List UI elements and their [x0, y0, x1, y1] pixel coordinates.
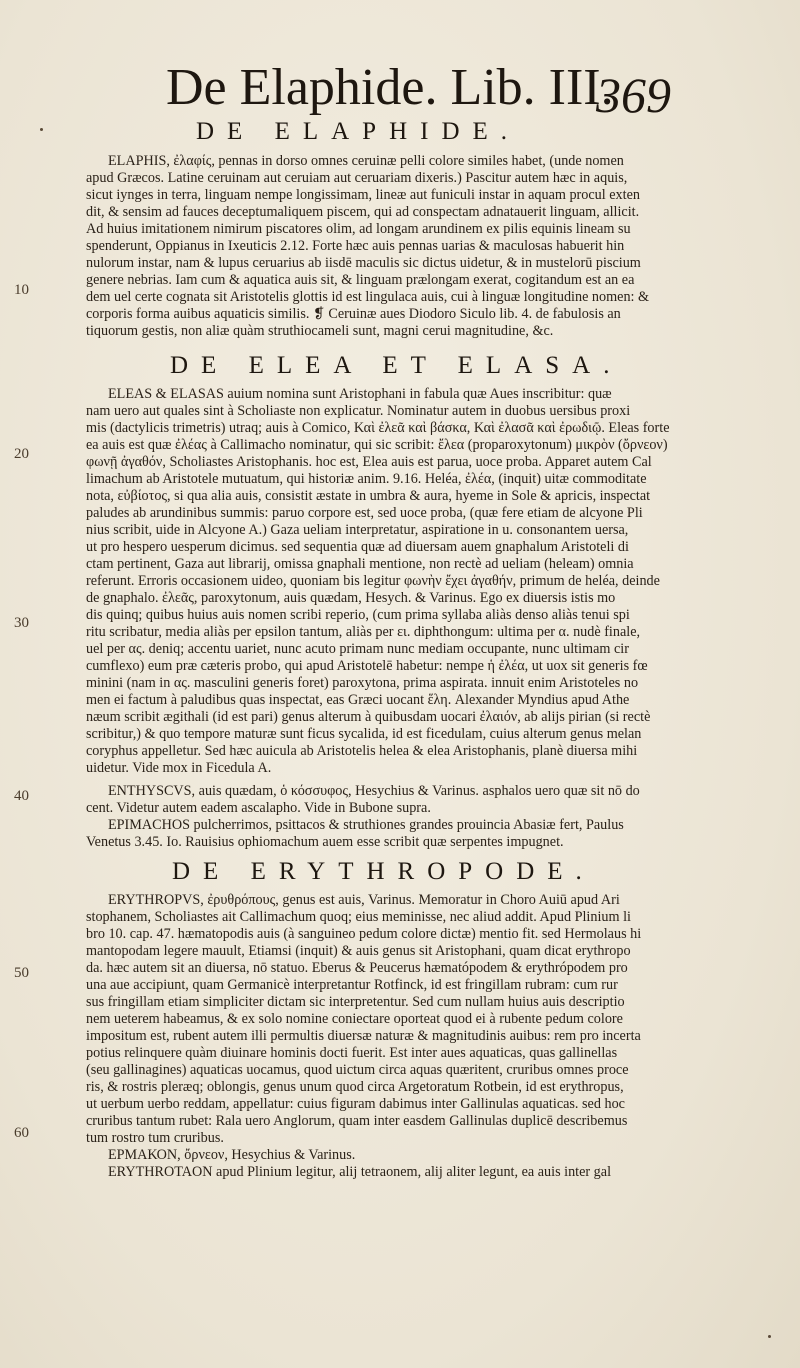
text-line: uel per ας. deniq; accentu uariet, nunc acuto primam nunc mediam occupante, nunc ultimam cir: [86, 641, 629, 657]
margin-line-number: 10: [14, 282, 29, 298]
text-line: nam uero aut quales sint à Scholiaste non explicatur. Nominatur autem in duobus uersibus proxi: [86, 403, 631, 419]
text-line: bro 10. cap. 47. hæmatopodis auis (à sanguineo pedum colore dictæ) mentio fit. sed Hermolaus hi: [86, 926, 642, 942]
text-line: spenderunt, Oppianus in Ixeuticis 2.12. Forte hæc auis pennas uarias & maculosas habuerit hin: [86, 238, 625, 254]
paper-fleck: [768, 1335, 771, 1338]
text-line: tiquorum gestis, non aliæ quàm struthiocameli sunt, magni cerui magnitudine, &c.: [86, 323, 554, 339]
paper-fleck: [40, 128, 43, 131]
text-line: nota, εὐβίοτος, si qua alia auis, consistit æstate in umbra & aura, hyeme in Sole & apricis, inspectat: [86, 488, 651, 504]
text-line: uidetur. Vide mox in Ficedula A.: [86, 760, 272, 776]
text-line: una aue accipiunt, quam Germanicè interpretantur Rotfinck, id est fringillam rubram: cum rur: [86, 977, 618, 993]
text-line: nem ueterem habeamus, & ex solo nomine coniectare oporteat quod ei à rubente pedum colore: [86, 1011, 623, 1027]
text-line: ritu scribatur, media aliàs per epsilon tantum, aliàs per ει. diphthongum: ultima per α. nudè finale,: [86, 624, 641, 640]
margin-line-number: 20: [14, 446, 29, 462]
text-line: impositum est, rubent autem illi permultis diuersæ naturæ & magnitudinis auibus: rem pro incerta: [86, 1028, 641, 1044]
text-line: dit, & sensim ad fauces deceptumaliquem piscem, qui ad conspectam adnatauerit linguam, allicit.: [86, 204, 640, 220]
text-line: corporis forma auibus aquaticis similis. ❡ Ceruinæ aues Diodoro Siculo lib. 4. de fabulosis an: [86, 306, 621, 322]
text-line: mis (dactylicis trimetris) utraq; auis à Comico, Καὶ ἐλεᾶ καὶ βάσκα, Καὶ ἐλασᾶ καὶ ἐρωδιῷ. Eleas forte: [86, 420, 670, 436]
text-line: referunt. Erroris occasionem uideo, quoniam bis legitur φωνὴν ἔχει ἀγαθήν, primum de heléa, deinde: [86, 573, 660, 589]
text-line: potius relinquere quàm diuinare hominis docti fuerit. Est inter aues aquaticas, quas gallinellas: [86, 1045, 618, 1061]
running-head-title: De Elaphide. Lib. III.: [166, 59, 614, 116]
text-line: dis quinq; quibus huius auis nomen scribi reperio, (cum prima syllaba aliàs denso aliàs tenui spi: [86, 607, 630, 623]
text-line: Venetus 3.45. Io. Rauisius ophiomachum auem esse scribit quæ serpentes impugnet.: [86, 834, 564, 850]
text-line: genere nebrias. Iam cum & aquatica auis sit, & linguam prælongam exerat, cogitandum est an ea: [86, 272, 635, 288]
text-line: tum rostro tum cruribus.: [86, 1130, 224, 1146]
text-line: ut uerbum uerbo reddam, appellatur: cuius figuram dabimus inter Gallinulas aquaticas. sed hoc: [86, 1096, 625, 1112]
text-line: de gnaphalo. ἐλεᾶς, paroxytonum, auis quædam, Hesych. & Varinus. Ego ex diuersis istis mo: [86, 590, 616, 606]
section-heading: DE ERYTHROPODE.: [172, 858, 595, 885]
text-line: cumflexo) eum præ cæteris probo, qui apud Aristotelē habetur: nempe ἡ ἐλέα, ut uox sit generis fœ: [86, 658, 648, 674]
text-line: ut pro hespero uesperum dicimus. sed sequentia quæ ad diuersam auem gnaphalum Aristoteli di: [86, 539, 629, 555]
text-line: ENTHYSCVS, auis quædam, ὁ κόσσυφος, Hesychius & Varinus. asphalos uero quæ sit nō do: [108, 783, 640, 799]
text-line: nius scribit, uide in Alcyone A.) Gaza ueliam interpretatur, aspiratione in u. consonantem uersa,: [86, 522, 629, 538]
page-number: 369: [596, 67, 671, 123]
margin-line-number: 40: [14, 788, 29, 804]
text-line: ELEAS & ELASAS auium nomina sunt Aristophani in fabula quæ Aues inscribitur: quæ: [108, 386, 612, 402]
text-line: minini (nam in ας. masculini generis foret) paroxytona, prima aspirata. innuit enim Aristoteles no: [86, 675, 639, 691]
text-line: ctam pertinent, Gaza aut librarij, omissa gnaphali mentione, non rectè ad ueliam (heleam) omnia: [86, 556, 634, 572]
section-heading: DE ELEA ET ELASA.: [170, 352, 623, 379]
text-line: paludes ab arundinibus summis: paruo corpore est, sed uoce proba, (quæ fere etiam de alcyone Pli: [86, 505, 643, 521]
text-line: ΕΡΜΑΚΟΝ, ὄρνεον, Hesychius & Varinus.: [108, 1147, 356, 1163]
text-line: cruribus tantum rubet: Rala uero Anglorum, quam inter easdem Gallinulas duplicē describemus: [86, 1113, 628, 1129]
section-heading: DE ELAPHIDE.: [196, 118, 521, 145]
margin-line-number: 60: [14, 1125, 29, 1141]
text-line: limachum ab Aristotele mutuatum, qui historiæ anim. 9.16. Heléa, ἐλέα, (inquit) uitæ commoditate: [86, 471, 647, 487]
text-line: ea auis est quæ ἐλέας à Callimacho nominatur, qui sic scribit: ἔλεα (proparoxytonum) μικρὸν (ὄρνεον): [86, 437, 668, 453]
text-line: men ei factum à paludibus quas inspectat, eas Græci uocant ἕλη. Alexander Myndius apud Athe: [86, 692, 630, 708]
text-line: næum scribit ægithali (id est pari) genus alterum à quibusdam uocari ἐλαιόν, ab alijs pirian (si rectè: [86, 709, 651, 725]
text-line: dem uel certe cognata sit Aristotelis glottis id est lingulaca auis, cui à linguæ longitudine nomen: &: [86, 289, 650, 305]
text-line: φωνῇ ἀγαθόν, Scholiastes Aristophanis. hoc est, Elea auis est parua, uoce proba. Apparet autem Cal: [86, 454, 652, 470]
text-line: coryphus appelletur. Sed hæc auicula ab Aristotelis helea & elea Aristophanis, planè diuersa mihi: [86, 743, 638, 759]
text-line: mantopodam legere mauult, Etiamsi (inquit) & auis genus sit Aristophani, quam dicat erythropo: [86, 943, 631, 959]
text-line: apud Græcos. Latine ceruinam aut ceruiam aut ceruariam dixeris.) Pascitur autem hæc in aquis,: [86, 170, 628, 186]
text-line: ris, & rostris pleræq; oblongis, genus unum quod circa Argetoratum Rotbein, id est erythropus,: [86, 1079, 624, 1095]
text-line: ERYTHROTAON apud Plinium legitur, alij tetraonem, alij aliter legunt, ea auis inter gal: [108, 1164, 612, 1180]
text-line: scribitur,) & quo tempore maturæ sunt ficus sycalida, id est ficedulam, cuius alterum genus melan: [86, 726, 642, 742]
text-line: ELAPHIS, ἐλαφίς, pennas in dorso omnes ceruinæ pelli colore similes habet, (unde nomen: [108, 153, 624, 169]
text-line: stophanem, Scholiastes ait Callimachum quoq; eius meminisse, nec aliud addit. Apud Plinium li: [86, 909, 631, 925]
text-line: EPIMACHOS pulcherrimos, psittacos & struthiones grandes prouincia Abasiæ fert, Paulus: [108, 817, 624, 833]
text-line: (seu gallinagines) aquaticas uocamus, quod uictum circa aquas quæritent, cruribus omnes proce: [86, 1062, 629, 1078]
text-line: sicut iynges in terra, linguam nempe longissimam, lineæ aut funiculi instar in aquam procul exten: [86, 187, 640, 203]
text-line: sus fringillam etiam simpliciter dictam sic interpretentur. Sed cum nullam huius auis descriptio: [86, 994, 625, 1010]
text-line: nulorum instar, nam & lupus ceruarius ab iisdē maculis sic dictus uidetur, & in mustelorū piscium: [86, 255, 641, 271]
text-line: da. hæc autem sit an diuersa, nō statuo. Eberus & Peucerus hæmatópodem & erythrópodem pro: [86, 960, 628, 976]
text-line: Ad huius imitationem nimirum piscatores olim, ad longam arundinem ex pilis equinis lineam su: [86, 221, 631, 237]
margin-line-number: 30: [14, 615, 29, 631]
text-line: cent. Videtur autem eadem ascalapho. Vide in Bubone supra.: [86, 800, 431, 816]
text-line: ERYTHROPVS, ἐρυθρόπους, genus est auis, Varinus. Memoratur in Choro Auiū apud Ari: [108, 892, 620, 908]
margin-line-number: 50: [14, 965, 29, 981]
